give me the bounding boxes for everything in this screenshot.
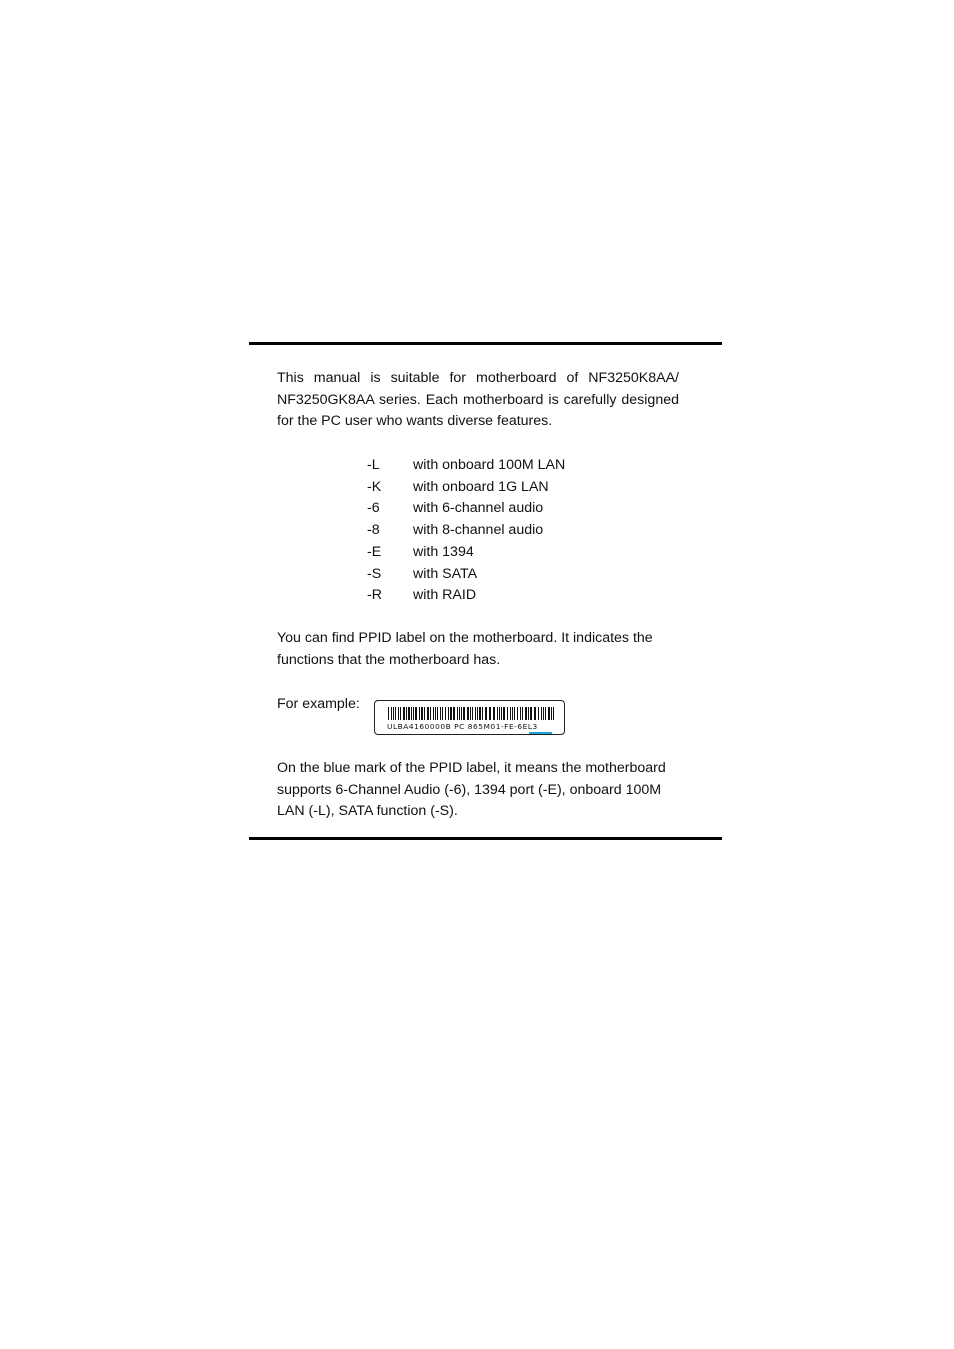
option-item	[367, 585, 565, 607]
top-rule	[249, 342, 722, 345]
option-item	[367, 564, 565, 586]
option-item	[367, 455, 565, 477]
explanation-line: On the blue mark of the PPID label, it means the motherboard	[277, 760, 666, 776]
option-desc: with SATA	[413, 565, 478, 582]
option-item	[367, 477, 565, 499]
option-code: -6	[367, 500, 380, 517]
option-desc: with onboard 1G LAN	[413, 478, 549, 495]
explanation-paragraph	[277, 758, 679, 823]
ppid-code-text: ULBA4160000B PC 865M01-FE-6EL3	[387, 722, 538, 731]
option-code: -R	[367, 587, 382, 604]
ppid-label-sticker	[374, 700, 565, 735]
intro-paragraph	[277, 368, 679, 433]
option-desc: with 1394	[413, 543, 474, 560]
ppid-line: You can find PPID label on the motherboard. It indicates the	[277, 630, 653, 646]
option-desc: with onboard 100M LAN	[413, 457, 566, 473]
option-desc: with 6-channel audio	[413, 500, 544, 517]
intro-line-last: for the PC user who wants diverse features.	[277, 413, 553, 430]
option-list	[367, 455, 565, 607]
option-code: -K	[367, 478, 382, 495]
ppid-paragraph	[277, 628, 679, 671]
example-label: For example:	[277, 696, 360, 712]
option-item	[367, 520, 565, 542]
option-item	[367, 542, 565, 564]
intro-line: This manual is suitable for motherboard of NF3250K8AA/	[277, 370, 679, 386]
option-item	[367, 498, 565, 520]
blue-mark	[529, 732, 552, 734]
bottom-rule	[249, 837, 722, 840]
option-code: -E	[367, 543, 382, 560]
option-desc: with 8-channel audio	[413, 522, 544, 539]
explanation-line: LAN (-L), SATA function (-S).	[277, 803, 458, 820]
barcode-image	[388, 707, 554, 720]
option-desc: with RAID	[413, 587, 477, 604]
intro-line: NF3250GK8AA series. Each motherboard is carefully designed	[277, 391, 679, 408]
option-code: -S	[367, 565, 382, 582]
explanation-line: supports 6-Channel Audio (-6), 1394 port (-E), onboard 100M	[277, 781, 662, 798]
ppid-line: functions that the motherboard has.	[277, 651, 501, 668]
option-code: -8	[367, 522, 380, 539]
option-code: -L	[367, 457, 380, 473]
